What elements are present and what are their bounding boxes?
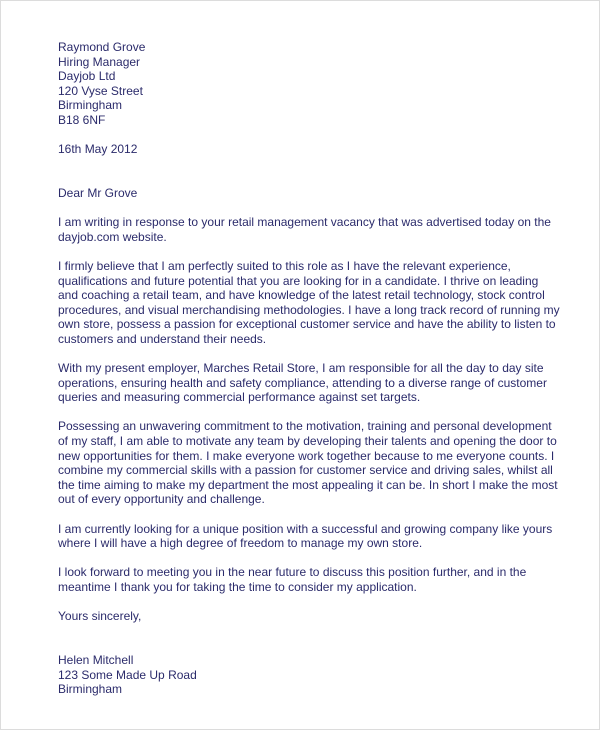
spacer: [58, 201, 558, 216]
paragraph-line: queries and measuring commercial performance against set targets.: [58, 390, 421, 405]
paragraph-current-employer: [58, 361, 558, 405]
spacer: [58, 171, 558, 186]
paragraph-line: Possessing an unwavering commitment to the motivation, training and personal development: [58, 419, 552, 434]
sender-street: 123 Some Made Up Road: [58, 667, 197, 682]
paragraph-suitability: [58, 259, 558, 347]
recipient-postcode: B18 6NF: [58, 112, 106, 127]
paragraph-line: With my present employer, Marches Retail Store, I am responsible for all the day to day site: [58, 361, 544, 376]
paragraph-line: the time aiming to make my department the most appealing it can be. In short I make the most: [58, 477, 558, 492]
spacer: [58, 551, 558, 566]
paragraph-line: combine my commercial skills with a passion for customer service and driving sales, whilst all: [58, 463, 553, 478]
recipient-name: Raymond Grove: [58, 40, 146, 54]
closing: Yours sincerely,: [58, 609, 142, 624]
paragraph-line: procedures, and visual merchandising methodologies. I have a long track record of running my: [58, 302, 560, 317]
spacer: [58, 128, 558, 143]
paragraph-line: operations, ensuring health and safety compliance, attending to a diverse range of customer: [58, 375, 547, 390]
paragraph-goal: [58, 522, 558, 551]
paragraph-line: own store, possess a passion for exceptional customer service and have the ability to listen to: [58, 317, 556, 332]
paragraph-line: I am currently looking for a unique position with a successful and growing company like yours: [58, 521, 553, 536]
paragraph-line: I look forward to meeting you in the near future to discuss this position further, and in the: [58, 565, 527, 580]
paragraph-line: and coaching a retail team, and have knowledge of the latest retail technology, stock control: [58, 288, 545, 303]
paragraph-line: qualifications and future potential that you are looking for in a candidate. I thrive on leading: [58, 273, 539, 288]
paragraph-line: dayjob.com website.: [58, 229, 167, 244]
signature-spacer: [58, 624, 558, 653]
spacer: [58, 157, 558, 172]
recipient-company: Dayjob Ltd: [58, 69, 116, 84]
spacer: [58, 405, 558, 420]
paragraph-line: customers and understand their needs.: [58, 331, 267, 346]
recipient-street: 120 Vyse Street: [58, 83, 143, 98]
paragraph-closing: [58, 565, 558, 594]
paragraph-line: new opportunities for them. I make everyone work together because to me everyone counts. I: [58, 448, 555, 463]
recipient-city: Birmingham: [58, 98, 123, 113]
salutation: Dear Mr Grove: [58, 185, 138, 200]
spacer: [58, 507, 558, 522]
spacer: [58, 244, 558, 259]
sender-city: Birmingham: [58, 682, 123, 697]
sender-address: [58, 653, 558, 697]
sender-name: Helen Mitchell: [58, 652, 134, 667]
paragraph-line: I firmly believe that I am perfectly suited to this role as I have the relevant experience,: [58, 258, 511, 273]
paragraph-line: of my staff, I am able to motivate any team by developing their talents and opening the door to: [58, 434, 557, 449]
paragraph-line: I am writing in response to your retail management vacancy that was advertised today on the: [58, 215, 551, 230]
recipient-title: Hiring Manager: [58, 54, 141, 69]
spacer: [58, 595, 558, 610]
letter-date: 16th May 2012: [58, 142, 138, 157]
paragraph-line: out of every opportunity and challenge.: [58, 492, 265, 507]
spacer: [58, 346, 558, 361]
paragraph-line: where I will have a high degree of freedom to manage my own store.: [58, 536, 423, 551]
paragraph-intro: [58, 215, 558, 244]
paragraph-commitment: [58, 419, 558, 507]
cover-letter: [58, 40, 558, 697]
recipient-address: [58, 40, 558, 128]
paragraph-line: meantime I thank you for taking the time to consider my application.: [58, 579, 417, 594]
